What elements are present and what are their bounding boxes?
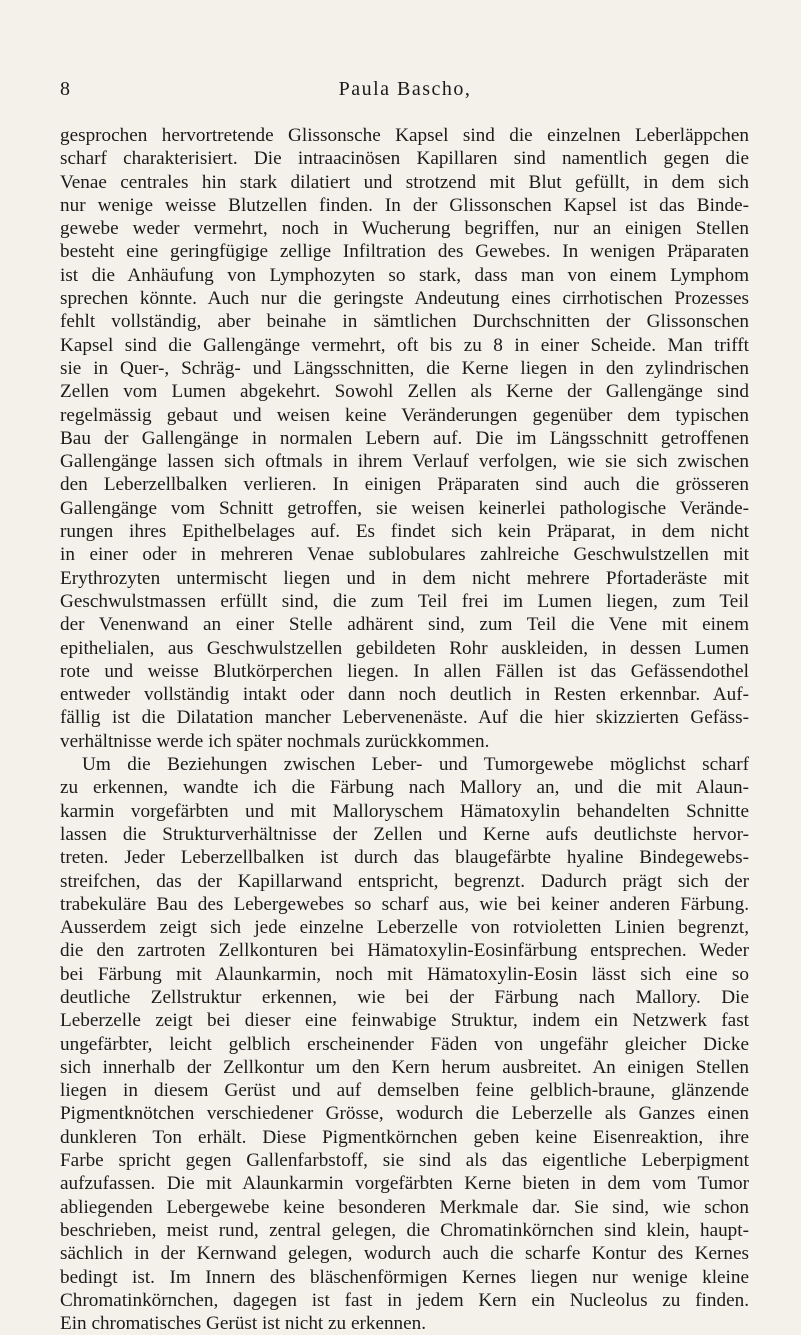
text-line: bei Färbung mit Alaunkarmin, noch mit Hämatoxylin-Eosin lässt sich eine so xyxy=(60,963,749,985)
text-line: Leberzelle zeigt bei dieser eine feinwabige Struktur, indem ein Netzwerk fast xyxy=(60,1010,749,1032)
running-head xyxy=(60,76,750,102)
text-line: ungefärbter, leicht gelblich erscheinender Fäden von ungefähr gleicher Dicke xyxy=(60,1033,749,1055)
text-line: nur wenige weisse Blutzellen finden. In der Glissonschen Kapsel ist das Binde- xyxy=(60,194,749,216)
text-line: lassen die Strukturverhältnisse der Zellen und Kerne aufs deutlichste hervor- xyxy=(60,823,749,845)
text-line: streifchen, das der Kapillarwand entspricht, begrenzt. Dadurch prägt sich der xyxy=(60,870,749,892)
text-line: rungen ihres Epithelbelages auf. Es findet sich kein Präparat, in dem nicht xyxy=(60,521,749,543)
text-line: deutliche Zellstruktur erkennen, wie bei der Färbung nach Mallory. Die xyxy=(60,986,749,1008)
running-title: Paula Bascho, xyxy=(338,78,472,100)
text-line: besteht eine geringfügige zellige Infiltration des Gewebes. In wenigen Präparaten xyxy=(60,241,749,263)
text-line: scharf charakterisiert. Die intraacinösen Kapillaren sind namentlich gegen die xyxy=(60,148,749,170)
text-line: Gallengänge vom Schnitt getroffen, sie weisen keinerlei pathologische Verände- xyxy=(60,497,749,519)
text-line: gewebe weder vermehrt, noch in Wucherung begriffen, nur an einigen Stellen xyxy=(60,218,749,240)
paragraph-start-line: Um die Beziehungen zwischen Leber- und Tumorgewebe möglichst scharf xyxy=(82,754,749,776)
text-line: epithelialen, aus Geschwulstzellen gebildeten Rohr auskleiden, in dessen Lumen xyxy=(60,637,749,659)
text-line: Farbe spricht gegen Gallenfarbstoff, sie sind als das eigentliche Leberpigment xyxy=(60,1150,749,1172)
text-line: sächlich in der Kernwand gelegen, wodurch auch die scharfe Kontur des Kernes xyxy=(60,1243,749,1265)
text-line: Geschwulstmassen erfüllt sind, die zum Teil frei im Lumen liegen, zum Teil xyxy=(60,590,749,612)
text-line: Bau der Gallengänge in normalen Lebern auf. Die im Längsschnitt getroffenen xyxy=(60,427,749,449)
text-line: Pigmentknötchen verschiedener Grösse, wodurch die Leberzelle als Ganzes einen xyxy=(60,1103,749,1125)
text-line: dunkleren Ton erhält. Diese Pigmentkörnchen geben keine Eisenreaktion, ihre xyxy=(60,1126,749,1148)
text-line: gesprochen hervortretende Glissonsche Kapsel sind die einzelnen Leberläppchen xyxy=(60,125,749,146)
text-line: regelmässig gebaut und weisen keine Veränderungen gegenüber dem typischen xyxy=(60,404,749,426)
text-line: der Venenwand an einer Stelle adhärent sind, zum Teil die Vene mit einem xyxy=(60,614,749,636)
text-line: Venae centrales hin stark dilatiert und strotzend mit Blut gefüllt, in dem sich xyxy=(60,171,749,193)
page-number: 8 xyxy=(60,78,70,100)
text-line: sprechen könnte. Auch nur die geringste Andeutung eines cirrhotischen Prozesses xyxy=(60,288,749,310)
text-line: rote und weisse Blutkörperchen liegen. In allen Fällen ist das Gefässendothel xyxy=(60,660,749,682)
text-line: Kapsel sind die Gallengänge vermehrt, oft bis zu 8 in einer Scheide. Man trifft xyxy=(60,334,749,356)
text-line: entweder vollständig intakt oder dann noch deutlich in Resten erkennbar. Auf- xyxy=(60,684,749,706)
text-line: trabekuläre Bau des Lebergewebes so scharf aus, wie bei keiner anderen Färbung. xyxy=(60,893,749,915)
text-line: karmin vorgefärbten und mit Malloryschem Hämatoxylin behandelten Schnitte xyxy=(60,800,749,822)
text-line: abliegenden Lebergewebe keine besonderen Merkmale dar. Sie sind, wie schon xyxy=(60,1196,749,1218)
text-line: fehlt vollständig, aber beinahe in sämtlichen Durchschnitten der Glissonschen xyxy=(60,311,749,333)
text-line: treten. Jeder Leberzellbalken ist durch das blaugefärbte hyaline Bindegewebs- xyxy=(60,847,749,869)
text-line: aufzufassen. Die mit Alaunkarmin vorgefärbten Kerne bieten in dem vom Tumor xyxy=(60,1173,749,1195)
paragraph-end-line: Ein chromatisches Gerüst ist nicht zu erkennen. xyxy=(60,1313,427,1335)
text-line: die den zartroten Zellkonturen bei Hämatoxylin-Eosinfärbung entsprechen. Weder xyxy=(60,940,749,962)
text-line: zu erkennen, wandte ich die Färbung nach Mallory an, und die mit Alaun- xyxy=(60,777,749,799)
text-line: sich innerhalb der Zellkontur um den Kern herum ausbreitet. An einigen Stellen xyxy=(60,1056,749,1078)
text-line: ist die Anhäufung von Lymphozyten so stark, dass man von einem Lymphom xyxy=(60,264,749,286)
text-line: Chromatinkörnchen, dagegen ist fast in jedem Kern ein Nucleolus zu finden. xyxy=(60,1289,749,1311)
text-line: beschrieben, meist rund, zentral gelegen, die Chromatinkörnchen sind klein, haupt- xyxy=(60,1219,749,1241)
text-line: Gallengänge lassen sich oftmals in ihrem Verlauf verfolgen, wie sie sich zwischen xyxy=(60,451,749,473)
text-line: liegen in diesem Gerüst und auf demselben feine gelblich-braune, glänzende xyxy=(60,1080,749,1102)
text-line: fällig ist die Dilatation mancher Lebervenenäste. Auf die hier skizzierten Gefäss- xyxy=(60,707,749,729)
text-line: bedingt ist. Im Innern des bläschenförmigen Kernes liegen nur wenige kleine xyxy=(60,1266,749,1288)
text-line: Zellen vom Lumen abgekehrt. Sowohl Zellen als Kerne der Gallengänge sind xyxy=(60,381,749,403)
text-line: Ausserdem zeigt sich jede einzelne Leberzelle von rotvioletten Linien begrenzt, xyxy=(60,917,749,939)
text-line: sie in Quer-, Schräg- und Längsschnitten, die Kerne liegen in den zylindrischen xyxy=(60,357,749,379)
body-text xyxy=(60,124,749,1335)
text-line: den Leberzellbalken verlieren. In einigen Präparaten sind auch die grösseren xyxy=(60,474,749,496)
paragraph-end-line: verhältnisse werde ich später nochmals zurückkommen. xyxy=(60,730,490,752)
text-line: Erythrozyten untermischt liegen und in dem nicht mehrere Pfortaderäste mit xyxy=(60,567,749,589)
text-line: in einer oder in mehreren Venae sublobulares zahlreiche Geschwulstzellen mit xyxy=(60,544,749,566)
